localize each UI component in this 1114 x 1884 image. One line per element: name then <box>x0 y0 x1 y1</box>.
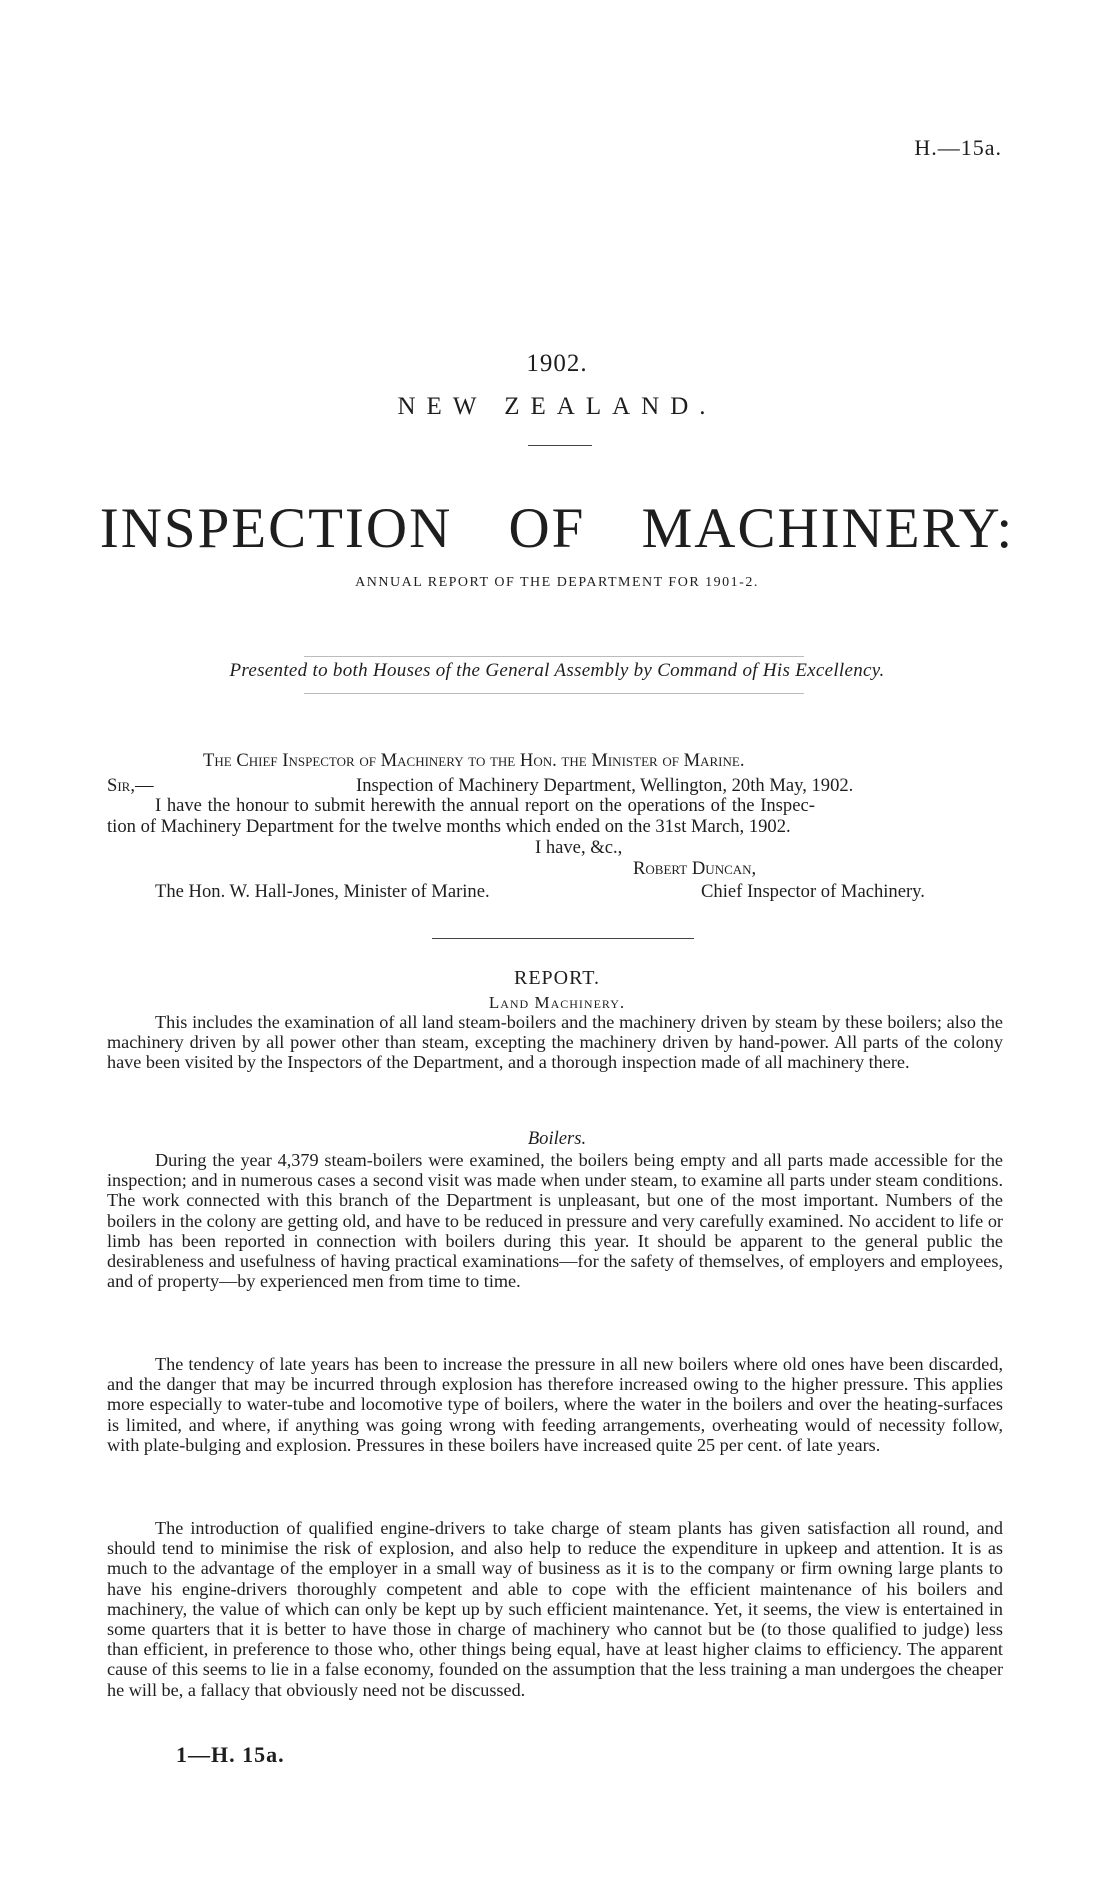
country: NEW ZEALAND. <box>397 393 717 420</box>
letter-recipient: The Hon. W. Hall-Jones, Minister of Marine. <box>155 881 490 902</box>
letter-salutation: Sir,— <box>107 775 154 796</box>
boilers-heading: Boilers. <box>527 1128 587 1149</box>
presented-rule-bottom <box>304 693 804 694</box>
signatory-name: Robert Duncan, <box>633 858 757 879</box>
boilers-paragraph-2: The tendency of late years has been to increase the pressure in all new boilers where old ones have been discarded, and the danger that may be incurred through explosion has therefore increased owing to the higher pressure. This applies more especially to water-tube and locomotive type of boilers, where the water in the boilers and over the heating-surfaces is limited, and where, if anything was going wrong with feeding arrangements, overheating would of necessity follow, with plate-bulging and explosion. Pressures in these boilers have increased quite 25 per cent. of late years. <box>107 1354 1003 1455</box>
document-title: INSPECTION OF MACHINERY: <box>99 497 1015 560</box>
running-head: H.—15a. <box>914 135 1002 160</box>
title-divider-short <box>528 445 592 446</box>
boilers-paragraph-3: The introduction of qualified engine-drivers to take charge of steam plants has given satisfaction all round, and should tend to minimise the risk of explosion, and also help to reduce the expenditure in upkeep and attention. It is as much to the advantage of the employer in a small way of business as it is to the company or firm owning large plants to have his engine-drivers thoroughly competent and able to cope with the efficient maintenance of his boilers and machinery, the value of which can only be kept up by such efficient maintenance. Yet, it seems, the view is entertained in some quarters that it is better to have those in charge of machinery who cannot but be (to those qualified to judge) less than efficient, in preference to those who, other things being equal, have at least higher claims to efficiency. The apparent cause of this seems to lie in a false economy, founded on the assumption that the less training a man undergoes the cheaper he will be, a fallacy that obviously need not be discussed. <box>107 1518 1003 1700</box>
letter-address-line: The Chief Inspector of Machinery to the Hon. the Minister of Marine. <box>203 750 745 771</box>
letter-dateline: Inspection of Machinery Department, Wellington, 20th May, 1902. <box>356 775 854 796</box>
signatory-title: Chief Inspector of Machinery. <box>701 881 925 902</box>
report-heading: REPORT. <box>514 967 600 989</box>
presented-statement: Presented to both Houses of the General Assembly by Command of His Excellency. <box>229 660 885 681</box>
page-signature: 1—H. 15a. <box>176 1742 285 1767</box>
land-machinery-heading: Land Machinery. <box>488 993 626 1012</box>
year: 1902. <box>526 350 588 377</box>
intro-paragraph: This includes the examination of all land steam-boilers and the machinery driven by steam by these boilers; also the machinery driven by all power other than steam, excepting the machinery driven by hand-power. All parts of the colony have been visited by the Inspectors of the Department, and a thorough inspection made of all machinery there. <box>107 1012 1003 1073</box>
section-divider <box>432 938 694 939</box>
letter-closing: I have, &c., <box>535 837 623 858</box>
document-subtitle: ANNUAL REPORT OF THE DEPARTMENT FOR 1901-2. <box>355 575 759 590</box>
boilers-paragraph-1: During the year 4,379 steam-boilers were examined, the boilers being empty and all parts made accessible for the inspection; and in numerous cases a second visit was made when under steam, to examine all parts under steam conditions. The work connected with this branch of the Department is unpleasant, but one of the most important. Numbers of the boilers in the colony are getting old, and have to be reduced in pressure and very carefully examined. No accident to life or limb has been reported in connection with boilers during this year. It should be apparent to the general public the desirableness and usefulness of having practical examinations—for the safety of themselves, of employers and employees, and of property—by experienced men from time to time. <box>107 1150 1003 1292</box>
letter-body-line-1: I have the honour to submit herewith the annual report on the operations of the Inspec- <box>155 795 815 816</box>
presented-rule-top <box>304 656 804 657</box>
letter-body-line-2: tion of Machinery Department for the twelve months which ended on the 31st March, 1902. <box>107 816 791 837</box>
